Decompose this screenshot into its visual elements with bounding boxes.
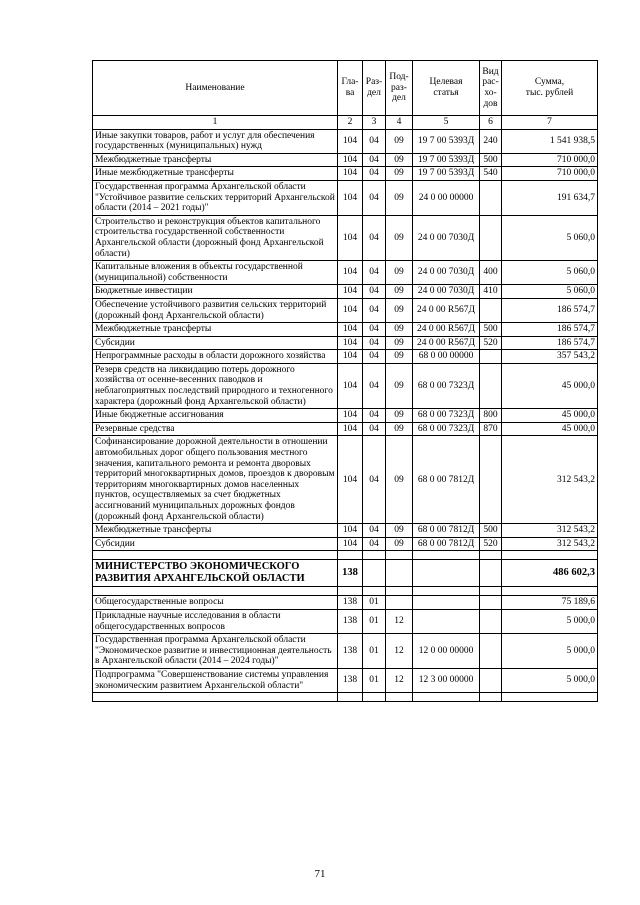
ministry-exptype (480, 560, 502, 587)
header-exptype-line: хо- (484, 88, 497, 98)
table-row (93, 215, 598, 260)
header-target-line: статья (433, 88, 459, 98)
row-sum: 191 634,7 (502, 180, 598, 215)
spacer-cell (480, 693, 502, 702)
row-exptype (480, 634, 502, 669)
row-subsection: 09 (386, 261, 413, 285)
row-chapter: 138 (338, 634, 363, 669)
row-exptype (480, 609, 502, 633)
table-row (93, 129, 598, 153)
row-sum: 312 543,2 (502, 537, 598, 551)
row-section: 04 (363, 261, 386, 285)
row-target: 24 0 00 00000 (413, 180, 480, 215)
row-name: Межбюджетные трансферты (93, 153, 338, 167)
row-name: Иные закупки товаров, работ и услуг для обеспечения государственных (муниципальных) нужд (93, 129, 338, 153)
row-subsection: 09 (386, 215, 413, 260)
column-number: 6 (480, 116, 502, 130)
row-chapter: 138 (338, 596, 363, 610)
row-subsection: 09 (386, 153, 413, 167)
row-chapter: 104 (338, 409, 363, 423)
row-exptype (480, 668, 502, 692)
header-exptype-line: Вид (482, 66, 499, 77)
header-section-line: дел (367, 88, 381, 98)
row-exptype: 800 (480, 409, 502, 423)
row-section: 04 (363, 436, 386, 524)
row-exptype: 240 (480, 129, 502, 153)
row-sum: 710 000,0 (502, 153, 598, 167)
row-section: 04 (363, 180, 386, 215)
table-row (93, 298, 598, 322)
row-section: 01 (363, 596, 386, 610)
row-name: Обеспечение устойчивого развития сельских территорий (дорожный фонд Архангельской области) (93, 298, 338, 322)
row-chapter: 138 (338, 668, 363, 692)
row-section: 04 (363, 336, 386, 350)
row-name: Строительство и реконструкция объектов капитального строительства государственной собственности Архангельской области (дорожный фонд Архангельской области) (93, 215, 338, 260)
spacer-cell (386, 693, 413, 702)
row-target: 68 0 00 7323Д (413, 422, 480, 436)
row-section: 04 (363, 285, 386, 299)
row-target: 24 0 00 7030Д (413, 215, 480, 260)
header-target (413, 61, 480, 116)
header-exptype (480, 61, 502, 116)
row-sum: 5 060,0 (502, 285, 598, 299)
header-subsection-line: Под- (389, 72, 409, 83)
spacer-cell (502, 693, 598, 702)
row-sum: 186 574,7 (502, 323, 598, 337)
table-row (93, 537, 598, 551)
row-name: Непрограммные расходы в области дорожного хозяйства (93, 350, 338, 364)
header-chapter (338, 61, 363, 116)
row-name: Софинансирование дорожной деятельности в отношении автомобильных дорог общего пользования местного значения, капитального ремонта и ремонта дворовых территорий многоквартирных домов, проездов к дворовым территориям многоквартирных домов населенных пунктов, осуществляемых за счет бюджетных ассигнований муниципальных дорожных фондов (дорожный фонд Архангельской области) (93, 436, 338, 524)
row-sum: 710 000,0 (502, 167, 598, 181)
row-subsection: 09 (386, 129, 413, 153)
row-sum: 5 000,0 (502, 668, 598, 692)
row-target: 68 0 00 7812Д (413, 537, 480, 551)
table-row (93, 596, 598, 610)
column-number: 3 (363, 116, 386, 130)
row-exptype: 500 (480, 524, 502, 538)
row-section: 04 (363, 129, 386, 153)
row-subsection (386, 596, 413, 610)
row-sum: 312 543,2 (502, 436, 598, 524)
row-exptype: 410 (480, 285, 502, 299)
row-target: 19 7 00 5393Д (413, 129, 480, 153)
table-row (93, 668, 598, 692)
row-target: 68 0 00 7323Д (413, 363, 480, 408)
row-sum: 5 060,0 (502, 215, 598, 260)
row-subsection: 09 (386, 350, 413, 364)
row-chapter: 104 (338, 524, 363, 538)
row-exptype: 400 (480, 261, 502, 285)
row-exptype (480, 436, 502, 524)
row-target (413, 609, 480, 633)
row-sum: 5 060,0 (502, 261, 598, 285)
row-target: 68 0 00 7812Д (413, 524, 480, 538)
row-target: 12 0 00 00000 (413, 634, 480, 669)
row-subsection: 09 (386, 298, 413, 322)
row-name: Общегосударственные вопросы (93, 596, 338, 610)
row-subsection: 09 (386, 436, 413, 524)
spacer-cell (386, 551, 413, 560)
table-row (93, 436, 598, 524)
header-subsection-line: раз- (391, 82, 407, 93)
row-sum: 45 000,0 (502, 363, 598, 408)
spacer-cell (480, 551, 502, 560)
row-subsection: 09 (386, 524, 413, 538)
row-sum: 45 000,0 (502, 422, 598, 436)
row-exptype: 520 (480, 336, 502, 350)
row-subsection: 09 (386, 336, 413, 350)
row-name: Государственная программа Архангельской области "Устойчивое развитие сельских территорий Архангельской области (2014 – 2021 годы)" (93, 180, 338, 215)
row-target (413, 596, 480, 610)
header-chapter-line: ва (345, 88, 355, 98)
row-subsection: 09 (386, 409, 413, 423)
header-section-line: Раз- (365, 77, 383, 88)
row-name: Межбюджетные трансферты (93, 323, 338, 337)
table-row (93, 634, 598, 669)
column-number: 1 (93, 116, 338, 130)
row-chapter: 104 (338, 153, 363, 167)
row-exptype: 870 (480, 422, 502, 436)
row-exptype: 500 (480, 323, 502, 337)
row-section: 04 (363, 363, 386, 408)
row-target: 68 0 00 7812Д (413, 436, 480, 524)
row-chapter: 104 (338, 336, 363, 350)
ministry-section (363, 560, 386, 587)
row-exptype (480, 596, 502, 610)
row-target: 24 0 00 R567Д (413, 323, 480, 337)
header-subsection (386, 61, 413, 116)
spacer-row (93, 551, 598, 560)
table-row (93, 336, 598, 350)
row-name: Иные бюджетные ассигнования (93, 409, 338, 423)
row-exptype: 500 (480, 153, 502, 167)
column-number-row (93, 116, 598, 130)
row-subsection: 09 (386, 285, 413, 299)
row-chapter: 104 (338, 422, 363, 436)
table-body (93, 129, 598, 702)
header-chapter-line: Гла- (341, 77, 359, 88)
column-number: 4 (386, 116, 413, 130)
spacer-cell (338, 693, 363, 702)
row-section: 04 (363, 409, 386, 423)
header-name: Наименование (93, 61, 338, 116)
header-sum-line: тыс. рублей (525, 88, 574, 98)
row-target: 68 0 00 00000 (413, 350, 480, 364)
spacer-cell (338, 587, 363, 596)
row-target: 19 7 00 5393Д (413, 153, 480, 167)
row-sum: 186 574,7 (502, 336, 598, 350)
spacer-cell (413, 551, 480, 560)
table-row (93, 524, 598, 538)
row-subsection: 12 (386, 609, 413, 633)
row-section: 04 (363, 215, 386, 260)
header-target-line: Целевая (429, 77, 463, 88)
row-sum: 312 543,2 (502, 524, 598, 538)
table-row (93, 323, 598, 337)
row-subsection: 09 (386, 180, 413, 215)
table-row (93, 285, 598, 299)
row-subsection: 12 (386, 634, 413, 669)
row-target: 24 0 00 R567Д (413, 336, 480, 350)
spacer-cell (93, 693, 338, 702)
row-exptype (480, 298, 502, 322)
row-target: 68 0 00 7323Д (413, 409, 480, 423)
row-target: 19 7 00 5393Д (413, 167, 480, 181)
ministry-row (93, 560, 598, 587)
budget-table (92, 60, 598, 702)
row-target: 24 0 00 R567Д (413, 298, 480, 322)
header-section (363, 61, 386, 116)
row-chapter: 104 (338, 436, 363, 524)
ministry-sum: 486 602,3 (502, 560, 598, 587)
row-section: 04 (363, 524, 386, 538)
row-chapter: 138 (338, 609, 363, 633)
row-name: Резерв средств на ликвидацию потерь дорожного хозяйства от осенне-весенних паводков и неблагоприятных последствий природного и техногенного характера (дорожный фонд Архангельской области) (93, 363, 338, 408)
header-exptype-line: дов (483, 98, 498, 109)
row-chapter: 104 (338, 537, 363, 551)
row-name: Межбюджетные трансферты (93, 524, 338, 538)
table-row (93, 363, 598, 408)
spacer-cell (502, 551, 598, 560)
row-section: 04 (363, 422, 386, 436)
ministry-subsection (386, 560, 413, 587)
row-exptype (480, 180, 502, 215)
row-subsection: 12 (386, 668, 413, 692)
row-chapter: 104 (338, 261, 363, 285)
spacer-cell (386, 587, 413, 596)
row-chapter: 104 (338, 350, 363, 364)
row-subsection: 09 (386, 167, 413, 181)
table-row (93, 153, 598, 167)
row-chapter: 104 (338, 285, 363, 299)
row-name: Капитальные вложения в объекты государственной (муниципальной) собственности (93, 261, 338, 285)
row-subsection: 09 (386, 537, 413, 551)
spacer-row (93, 693, 598, 702)
row-name: Субсидии (93, 537, 338, 551)
row-subsection: 09 (386, 323, 413, 337)
spacer-cell (338, 551, 363, 560)
row-section: 04 (363, 167, 386, 181)
row-section: 01 (363, 609, 386, 633)
row-section: 01 (363, 668, 386, 692)
row-section: 04 (363, 323, 386, 337)
row-chapter: 104 (338, 129, 363, 153)
header-subsection-line: дел (392, 93, 406, 104)
spacer-cell (502, 587, 598, 596)
spacer-cell (363, 551, 386, 560)
row-sum: 186 574,7 (502, 298, 598, 322)
spacer-cell (413, 587, 480, 596)
row-sum: 357 543,2 (502, 350, 598, 364)
column-number: 2 (338, 116, 363, 130)
row-exptype: 540 (480, 167, 502, 181)
row-section: 04 (363, 350, 386, 364)
page-number: 71 (314, 868, 326, 880)
row-name: Субсидии (93, 336, 338, 350)
header-exptype-line: рас- (482, 77, 499, 88)
header-sum-line: Сумма, (534, 77, 565, 88)
spacer-cell (93, 587, 338, 596)
row-chapter: 104 (338, 215, 363, 260)
table-row (93, 180, 598, 215)
row-chapter: 104 (338, 298, 363, 322)
ministry-chapter: 138 (338, 560, 363, 587)
row-section: 04 (363, 298, 386, 322)
row-section: 04 (363, 537, 386, 551)
row-exptype (480, 350, 502, 364)
ministry-name: МИНИСТЕРСТВО ЭКОНОМИЧЕСКОГО РАЗВИТИЯ АРХАНГЕЛЬСКОЙ ОБЛАСТИ (93, 560, 338, 587)
row-sum: 1 541 938,5 (502, 129, 598, 153)
table-row (93, 609, 598, 633)
row-sum: 5 000,0 (502, 634, 598, 669)
row-target: 12 3 00 00000 (413, 668, 480, 692)
row-chapter: 104 (338, 167, 363, 181)
header-sum (502, 61, 598, 116)
spacer-cell (480, 587, 502, 596)
row-target: 24 0 00 7030Д (413, 285, 480, 299)
row-sum: 45 000,0 (502, 409, 598, 423)
row-name: Бюджетные инвестиции (93, 285, 338, 299)
table-row (93, 409, 598, 423)
spacer-cell (363, 587, 386, 596)
spacer-cell (363, 693, 386, 702)
row-exptype (480, 363, 502, 408)
table-row (93, 261, 598, 285)
header-row (93, 61, 598, 116)
row-exptype (480, 215, 502, 260)
row-target: 24 0 00 7030Д (413, 261, 480, 285)
row-name: Резервные средства (93, 422, 338, 436)
table-row (93, 167, 598, 181)
row-sum: 75 189,6 (502, 596, 598, 610)
row-subsection: 09 (386, 363, 413, 408)
row-section: 01 (363, 634, 386, 669)
table-row (93, 422, 598, 436)
column-number: 7 (502, 116, 598, 130)
row-chapter: 104 (338, 323, 363, 337)
row-subsection: 09 (386, 422, 413, 436)
row-section: 04 (363, 153, 386, 167)
row-chapter: 104 (338, 363, 363, 408)
column-number: 5 (413, 116, 480, 130)
spacer-cell (93, 551, 338, 560)
row-chapter: 104 (338, 180, 363, 215)
ministry-target (413, 560, 480, 587)
spacer-cell (413, 693, 480, 702)
row-name: Иные межбюджетные трансферты (93, 167, 338, 181)
row-exptype: 520 (480, 537, 502, 551)
spacer-row (93, 587, 598, 596)
row-name: Государственная программа Архангельской области "Экономическое развитие и инвестиционная деятельность в Архангельской области (2014 – 2024 годы)" (93, 634, 338, 669)
row-name: Подпрограмма "Совершенствование системы управления экономическим развитием Архангельской области" (93, 668, 338, 692)
row-name: Прикладные научные исследования в области общегосударственных вопросов (93, 609, 338, 633)
table-row (93, 350, 598, 364)
row-sum: 5 000,0 (502, 609, 598, 633)
